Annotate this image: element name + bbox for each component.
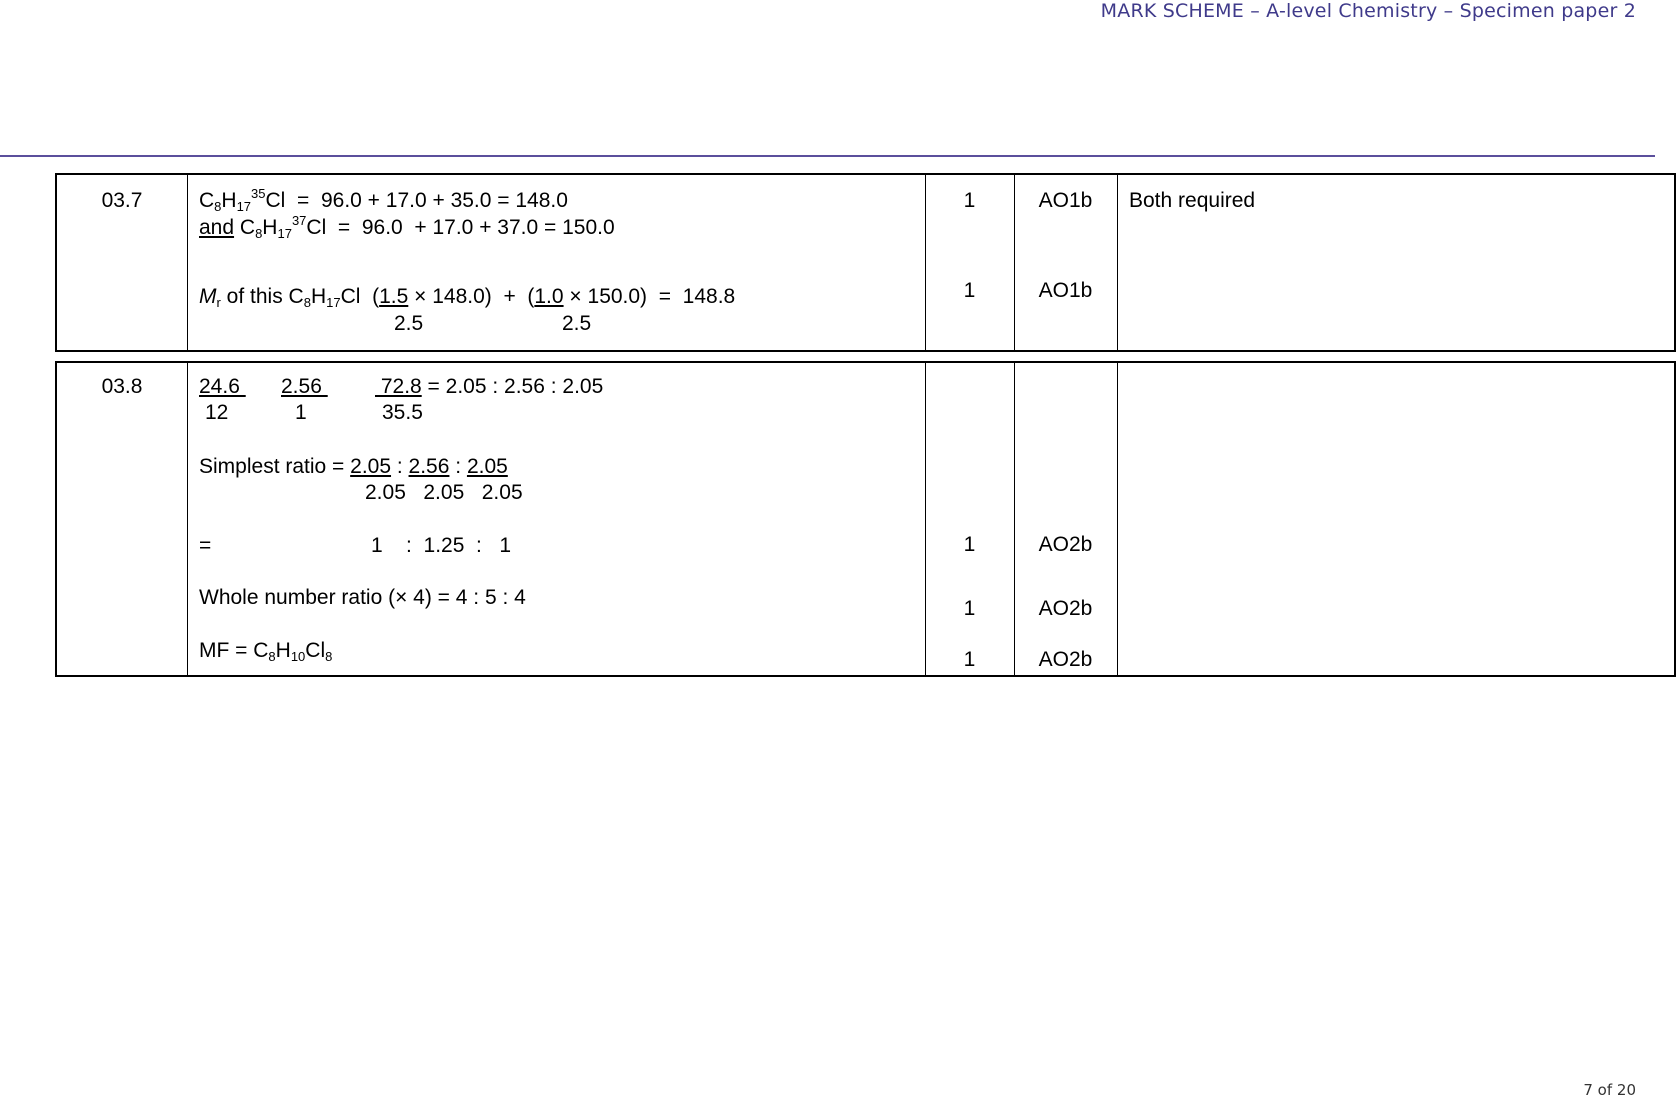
column-divider (1117, 363, 1118, 675)
denominator: 35.5 (382, 401, 423, 424)
numerator: 2.56 (281, 375, 328, 398)
mark-value: 1 (963, 648, 976, 671)
simplest-ratio-denominators: 2.05 2.05 2.05 (365, 481, 523, 504)
mark-value: 1 (963, 597, 976, 620)
comment: Both required (1129, 189, 1256, 212)
assessment-objective: AO2b (1038, 648, 1093, 671)
answer-line-3: $M_r$ of this $C_8H_{17}Cl$ (1.5 × 148.0) + (1.0 × 150.0) = 148.8 (199, 285, 736, 310)
answer-line-1: $C_8H_{17}^{35}Cl = 96.0 + 17.0 + 35.0 = 148.0$ (199, 186, 568, 214)
simplest-ratio: Simplest ratio = 2.05 : 2.56 : 2.05 (199, 455, 508, 478)
denominator: 2.5 (394, 312, 424, 335)
ratio-result: 1 : 1.25 : 1 (371, 534, 512, 557)
whole-number-ratio: Whole number ratio (× 4) = 4 : 5 : 4 (199, 586, 526, 609)
denominator: 12 (205, 401, 229, 424)
molecular-formula: MF = $C_8H_{10}Cl_8$ (199, 639, 333, 664)
question-number: 03.7 (101, 189, 143, 212)
header-title: MARK SCHEME – A-level Chemistry – Specimen paper 2 (1100, 0, 1636, 22)
assessment-objective: AO2b (1038, 597, 1093, 620)
column-divider (187, 363, 188, 675)
numerator-with-result: 72.8 = 2.05 : 2.56 : 2.05 (375, 375, 604, 398)
mark-value: 1 (963, 279, 976, 302)
column-divider (1117, 175, 1118, 350)
assessment-objective: AO1b (1038, 189, 1093, 212)
page-number: 7 of 20 (1583, 1081, 1636, 1099)
assessment-objective: AO1b (1038, 279, 1093, 302)
header-rule (0, 155, 1655, 157)
mark-value: 1 (963, 189, 976, 212)
assessment-objective: AO2b (1038, 533, 1093, 556)
answer-line-2: and $C_8H_{17}^{37}Cl = 96.0 + 17.0 + 37.0 = 150.0$ (199, 213, 615, 241)
column-divider (1014, 363, 1015, 675)
mark-table-row-03-7 (55, 173, 1676, 352)
question-number: 03.8 (101, 375, 143, 398)
numerator: 24.6 (199, 375, 246, 398)
equals-sign: = (199, 534, 212, 557)
denominator: 2.5 (562, 312, 592, 335)
column-divider (187, 175, 188, 350)
mark-value: 1 (963, 533, 976, 556)
denominator: 1 (295, 401, 307, 424)
mark-table-row-03-8 (55, 361, 1676, 677)
column-divider (925, 363, 926, 675)
